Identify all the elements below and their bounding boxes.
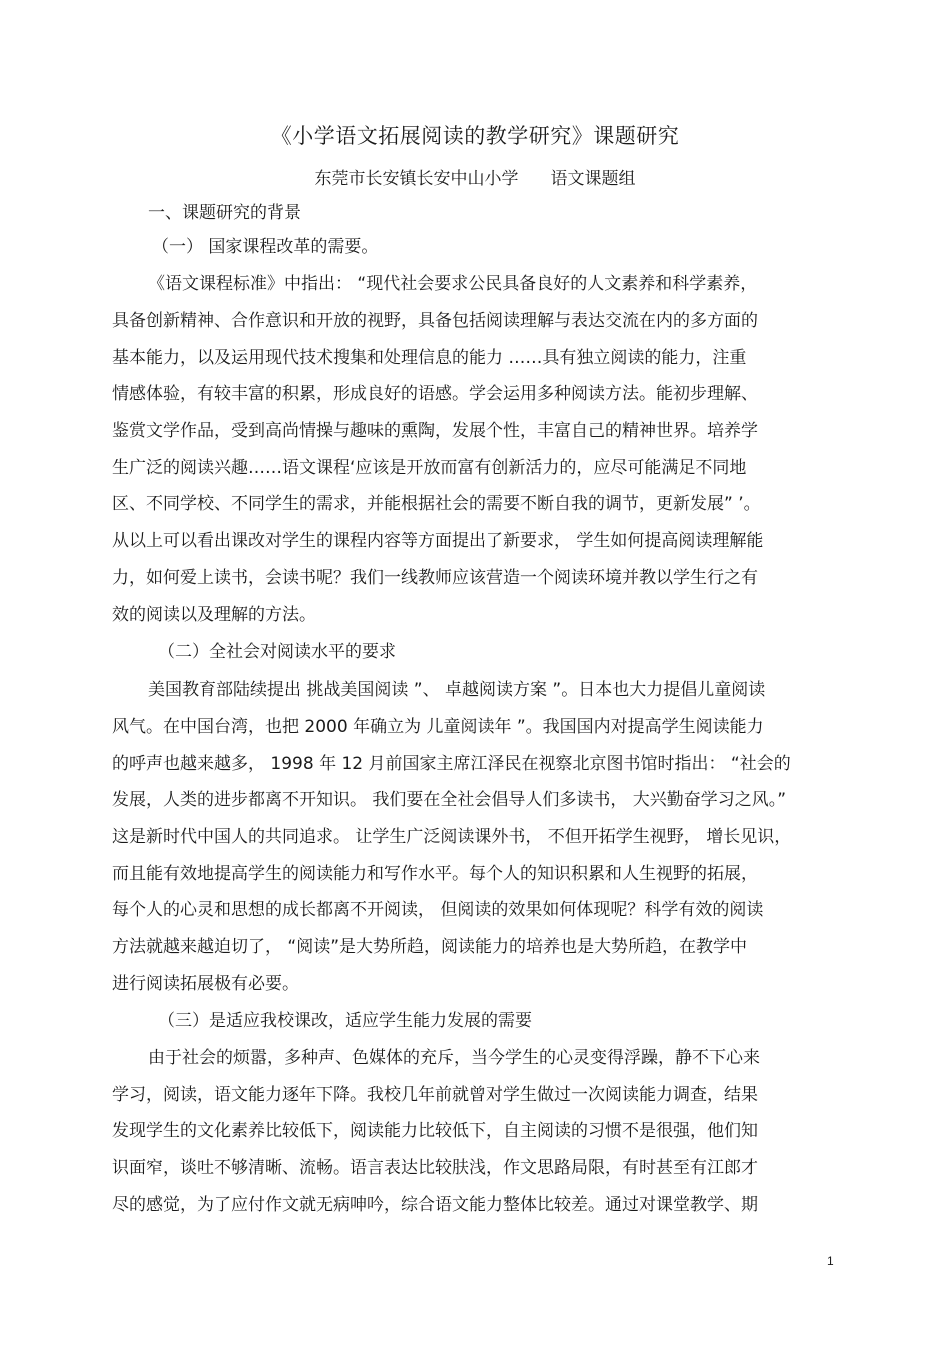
paragraph-line: 发展，人类的进步都离不开知识。 我们要在全社会倡导人们多读书， 大兴勤奋学习之风。”: [112, 790, 787, 810]
subsection-heading: （三）是适应我校课改，适应学生能力发展的需要: [158, 1011, 532, 1031]
paragraph-line: 效的阅读以及理解的方法。: [112, 605, 316, 625]
paragraph-line: 情感体验，有较丰富的积累，形成良好的语感。学会运用多种阅读方法。能初步理解、: [112, 384, 758, 404]
author-school: 东莞市长安镇长安中山小学: [314, 169, 519, 189]
paragraph-line: 基本能力，以及运用现代技术搜集和处理信息的能力 ……具有独立阅读的能力，注重: [112, 348, 747, 368]
section-heading: 一、课题研究的背景: [148, 203, 301, 223]
paragraph-line: 由于社会的烦嚣，多种声、色媒体的充斥，当今学生的心灵变得浮躁，静不下心来: [148, 1048, 760, 1068]
paragraph-line: 从以上可以看出课改对学生的课程内容等方面提出了新要求， 学生如何提高阅读理解能: [112, 531, 764, 551]
paragraph-line: 每个人的心灵和思想的成长都离不开阅读， 但阅读的效果如何体现呢？科学有效的阅读: [112, 900, 764, 920]
paragraph-line: 区、不同学校、不同学生的需求，并能根据社会的需要不断自我的调节，更新发展” ’。: [112, 494, 761, 514]
author-line: [0, 164, 950, 189]
paragraph-line: 的呼声也越来越多， 1998 年 12 月前国家主席江泽民在视察北京图书馆时指出： “社会的: [112, 754, 791, 774]
paragraph-line: 识面窄，谈吐不够清晰、流畅。语言表达比较肤浅，作文思路局限，有时甚至有江郎才: [112, 1158, 758, 1178]
paragraph-line: 美国教育部陆续提出 挑战美国阅读 ”、 卓越阅读方案 ”。日本也大力提倡儿童阅读: [148, 680, 766, 700]
author-group: 语文课题组: [550, 169, 636, 189]
subsection-heading: （一） 国家课程改革的需要。: [152, 237, 379, 257]
paragraph-line: 生广泛的阅读兴趣……语文课程‘应该是开放而富有创新活力的，应尽可能满足不同地: [112, 458, 747, 478]
subsection-heading: （二）全社会对阅读水平的要求: [158, 642, 396, 662]
paragraph-line: 《语文课程标准》中指出： “现代社会要求公民具备良好的人文素养和科学素养，: [148, 274, 758, 294]
paragraph-line: 方法就越来越迫切了， “阅读”是大势所趋，阅读能力的培养也是大势所趋，在教学中: [112, 937, 748, 957]
paragraph-line: 进行阅读拓展极有必要。: [112, 974, 299, 994]
paragraph-line: 具备创新精神、合作意识和开放的视野，具备包括阅读理解与表达交流在内的多方面的: [112, 311, 758, 331]
document-title: 《小学语文拓展阅读的教学研究》课题研究: [270, 124, 680, 148]
paragraph-line: 发现学生的文化素养比较低下，阅读能力比较低下，自主阅读的习惯不是很强，他们知: [112, 1121, 758, 1141]
paragraph-line: 而且能有效地提高学生的阅读能力和写作水平。每个人的知识积累和人生视野的拓展，: [112, 864, 758, 884]
paragraph-line: 鉴赏文学作品，受到高尚情操与趣味的熏陶，发展个性，丰富自己的精神世界。培养学: [112, 421, 758, 441]
paragraph-line: 学习，阅读，语文能力逐年下降。我校几年前就曾对学生做过一次阅读能力调查，结果: [112, 1085, 758, 1105]
paragraph-line: 这是新时代中国人的共同追求。 让学生广泛阅读课外书， 不但开拓学生视野， 增长见识，: [112, 827, 792, 847]
paragraph-line: 风气。在中国台湾，也把 2000 年确立为 儿童阅读年 ”。我国国内对提高学生阅读能力: [112, 717, 764, 737]
page-number: 1: [827, 1254, 834, 1268]
paragraph-line: 力，如何爱上读书，会读书呢？我们一线教师应该营造一个阅读环境并教以学生行之有: [112, 568, 758, 588]
paragraph-line: 尽的感觉，为了应付作文就无病呻吟，综合语文能力整体比较差。通过对课堂教学、期: [112, 1195, 758, 1215]
